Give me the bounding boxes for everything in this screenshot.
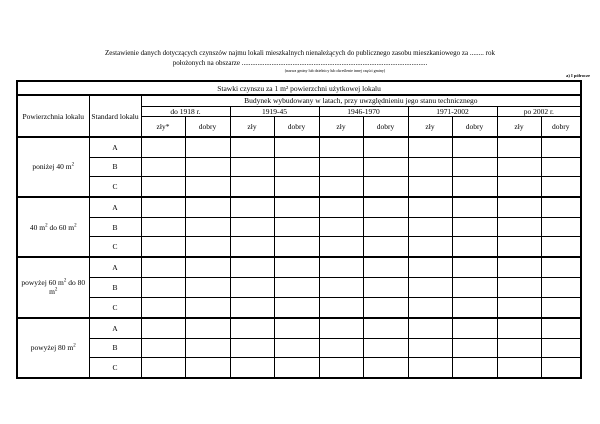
rate-input-cell[interactable]: [185, 137, 230, 157]
rate-input-cell[interactable]: [319, 237, 363, 257]
rate-input-cell[interactable]: [319, 318, 363, 338]
period-header: 1919-45: [230, 106, 319, 116]
rate-input-cell[interactable]: [230, 278, 274, 297]
rate-input-cell[interactable]: [274, 297, 319, 317]
rate-input-cell[interactable]: [230, 318, 274, 338]
rate-input-cell[interactable]: [452, 338, 497, 357]
rate-input-cell[interactable]: [408, 137, 452, 157]
rate-input-cell[interactable]: [408, 157, 452, 176]
condition-header: zły: [497, 116, 541, 136]
rate-input-cell[interactable]: [274, 357, 319, 378]
rate-input-cell[interactable]: [185, 318, 230, 338]
rate-input-cell[interactable]: [363, 297, 408, 317]
rate-input-cell[interactable]: [452, 217, 497, 236]
rate-input-cell[interactable]: [141, 137, 185, 157]
rate-input-cell[interactable]: [141, 217, 185, 236]
rate-input-cell[interactable]: [541, 237, 581, 257]
rate-input-cell[interactable]: [141, 278, 185, 297]
rate-input-cell[interactable]: [452, 318, 497, 338]
built-years-header: Budynek wybudowany w latach, przy uwzględnieniu jego stanu technicznego: [141, 95, 581, 106]
standard-label: B: [89, 217, 141, 236]
rate-input-cell[interactable]: [497, 357, 541, 378]
rate-input-cell[interactable]: [274, 237, 319, 257]
rate-input-cell[interactable]: [230, 177, 274, 197]
rate-input-cell[interactable]: [497, 257, 541, 277]
rate-input-cell[interactable]: [274, 157, 319, 176]
rate-input-cell[interactable]: [319, 357, 363, 378]
rate-input-cell[interactable]: [319, 197, 363, 217]
rate-input-cell[interactable]: [541, 157, 581, 176]
rate-input-cell[interactable]: [452, 157, 497, 176]
rate-input-cell[interactable]: [319, 338, 363, 357]
rate-input-cell[interactable]: [274, 338, 319, 357]
table-title: Stawki czynszu za 1 m² powierzchni użytkowej lokalu: [17, 81, 581, 95]
rate-input-cell[interactable]: [408, 318, 452, 338]
rent-rates-table: [16, 80, 582, 379]
rate-input-cell[interactable]: [141, 297, 185, 317]
period-header: 1946-1970: [319, 106, 408, 116]
rate-input-cell[interactable]: [274, 278, 319, 297]
standard-label: B: [89, 338, 141, 357]
rate-input-cell[interactable]: [230, 157, 274, 176]
rate-input-cell[interactable]: [497, 217, 541, 236]
rate-input-cell[interactable]: [363, 318, 408, 338]
rate-input-cell[interactable]: [363, 217, 408, 236]
rate-input-cell[interactable]: [141, 197, 185, 217]
rate-input-cell[interactable]: [185, 357, 230, 378]
header-line-2: położonych na obszarze ..........................................................................................................: [172, 59, 428, 67]
standard-column-header: Standard lokalu: [89, 95, 141, 136]
rate-input-cell[interactable]: [408, 257, 452, 277]
standard-label: C: [89, 177, 141, 197]
period-header: do 1918 r.: [141, 106, 230, 116]
condition-header: dobry: [363, 116, 408, 136]
standard-label: A: [89, 137, 141, 157]
standard-label: B: [89, 278, 141, 297]
rate-input-cell[interactable]: [185, 338, 230, 357]
rate-input-cell[interactable]: [185, 278, 230, 297]
condition-header: zły: [230, 116, 274, 136]
rate-input-cell[interactable]: [497, 278, 541, 297]
rate-input-cell[interactable]: [141, 257, 185, 277]
rate-input-cell[interactable]: [541, 297, 581, 317]
rate-input-cell[interactable]: [185, 157, 230, 176]
standard-label: B: [89, 157, 141, 176]
rate-input-cell[interactable]: [363, 257, 408, 277]
standard-label: C: [89, 357, 141, 378]
rate-input-cell[interactable]: [141, 357, 185, 378]
standard-label: C: [89, 237, 141, 257]
rate-input-cell[interactable]: [497, 137, 541, 157]
standard-label: C: [89, 297, 141, 317]
rate-input-cell[interactable]: [452, 297, 497, 317]
rate-input-cell[interactable]: [408, 217, 452, 236]
rate-input-cell[interactable]: [541, 197, 581, 217]
rate-input-cell[interactable]: [274, 137, 319, 157]
condition-header: zły: [408, 116, 452, 136]
rate-input-cell[interactable]: [363, 278, 408, 297]
rate-input-cell[interactable]: [363, 197, 408, 217]
rate-input-cell[interactable]: [497, 197, 541, 217]
header-subnote: (nazwa gminy lub dzielnicy lub określenie innej części gminy): [284, 68, 386, 73]
rate-input-cell[interactable]: [363, 157, 408, 176]
rate-input-cell[interactable]: [230, 257, 274, 277]
rate-input-cell[interactable]: [408, 197, 452, 217]
rate-input-cell[interactable]: [363, 237, 408, 257]
period-header: po 2002 r.: [497, 106, 581, 116]
rate-input-cell[interactable]: [452, 177, 497, 197]
rate-input-cell[interactable]: [141, 157, 185, 176]
rate-input-cell[interactable]: [541, 137, 581, 157]
rate-input-cell[interactable]: [274, 257, 319, 277]
standard-label: A: [89, 197, 141, 217]
rate-input-cell[interactable]: [319, 177, 363, 197]
condition-header: dobry: [452, 116, 497, 136]
rate-input-cell[interactable]: [230, 237, 274, 257]
condition-header: dobry: [541, 116, 581, 136]
rate-input-cell[interactable]: [363, 137, 408, 157]
rate-input-cell[interactable]: [452, 278, 497, 297]
standard-label: A: [89, 257, 141, 277]
rate-input-cell[interactable]: [141, 338, 185, 357]
rate-input-cell[interactable]: [274, 177, 319, 197]
rate-input-cell[interactable]: [541, 318, 581, 338]
rate-input-cell[interactable]: [230, 357, 274, 378]
area-column-header: Powierzchnia lokalu: [17, 95, 89, 136]
rate-input-cell[interactable]: [363, 357, 408, 378]
rate-input-cell[interactable]: [452, 257, 497, 277]
rate-input-cell[interactable]: [274, 318, 319, 338]
rate-input-cell[interactable]: [541, 357, 581, 378]
rate-input-cell[interactable]: [319, 278, 363, 297]
rate-input-cell[interactable]: [541, 217, 581, 236]
rate-input-cell[interactable]: [452, 357, 497, 378]
condition-header: zły: [319, 116, 363, 136]
rate-input-cell[interactable]: [185, 297, 230, 317]
area-group-label: powyżej 60 $m^2$ do 80 $m^2$: [17, 257, 89, 317]
rate-input-cell[interactable]: [319, 137, 363, 157]
rate-input-cell[interactable]: [230, 197, 274, 217]
rate-input-cell[interactable]: [541, 338, 581, 357]
rate-input-cell[interactable]: [363, 338, 408, 357]
rate-input-cell[interactable]: [408, 297, 452, 317]
area-group-label: powyżej 80 $m^2$: [17, 318, 89, 378]
rate-input-cell[interactable]: [541, 257, 581, 277]
rate-input-cell[interactable]: [141, 318, 185, 338]
rate-input-cell[interactable]: [230, 137, 274, 157]
rate-input-cell[interactable]: [185, 237, 230, 257]
rate-input-cell[interactable]: [141, 237, 185, 257]
rate-input-cell[interactable]: [497, 237, 541, 257]
rate-input-cell[interactable]: [141, 177, 185, 197]
area-group-label: poniżej 40 $m^2$: [17, 137, 89, 197]
period-header: 1971-2002: [408, 106, 497, 116]
rate-input-cell[interactable]: [274, 217, 319, 236]
rate-input-cell[interactable]: [230, 338, 274, 357]
rate-input-cell[interactable]: [452, 237, 497, 257]
rate-input-cell[interactable]: [408, 357, 452, 378]
rate-input-cell[interactable]: [319, 257, 363, 277]
rate-input-cell[interactable]: [541, 177, 581, 197]
condition-header: dobry: [185, 116, 230, 136]
rate-input-cell[interactable]: [408, 237, 452, 257]
rate-input-cell[interactable]: [319, 297, 363, 317]
rate-input-cell[interactable]: [319, 157, 363, 176]
standard-label: A: [89, 318, 141, 338]
rate-input-cell[interactable]: [185, 217, 230, 236]
rate-input-cell[interactable]: [185, 257, 230, 277]
rate-input-cell[interactable]: [497, 177, 541, 197]
rate-input-cell[interactable]: [319, 217, 363, 236]
rate-input-cell[interactable]: [408, 278, 452, 297]
area-group-label: 40 $m^2$ do 60 $m^2$: [17, 197, 89, 257]
document-header: [60, 48, 540, 73]
rate-input-cell[interactable]: [497, 297, 541, 317]
rate-input-cell[interactable]: [230, 217, 274, 236]
rate-input-cell[interactable]: [452, 197, 497, 217]
rate-input-cell[interactable]: [497, 157, 541, 176]
rate-input-cell[interactable]: [497, 338, 541, 357]
rate-input-cell[interactable]: [230, 297, 274, 317]
half-year-note: a) I półrocze: [566, 73, 590, 78]
rate-input-cell[interactable]: [185, 197, 230, 217]
condition-header: zły*: [141, 116, 185, 136]
rate-input-cell[interactable]: [185, 177, 230, 197]
condition-header: dobry: [274, 116, 319, 136]
rate-input-cell[interactable]: [274, 197, 319, 217]
rate-input-cell[interactable]: [541, 278, 581, 297]
rate-input-cell[interactable]: [408, 177, 452, 197]
rate-input-cell[interactable]: [363, 177, 408, 197]
rate-input-cell[interactable]: [497, 318, 541, 338]
header-line-1: Zestawienie danych dotyczących czynszów najmu lokali mieszkalnych nienależących do publicznego zasobu mieszkaniowego za ........ rok: [105, 49, 495, 57]
rate-input-cell[interactable]: [452, 137, 497, 157]
rate-input-cell[interactable]: [408, 338, 452, 357]
